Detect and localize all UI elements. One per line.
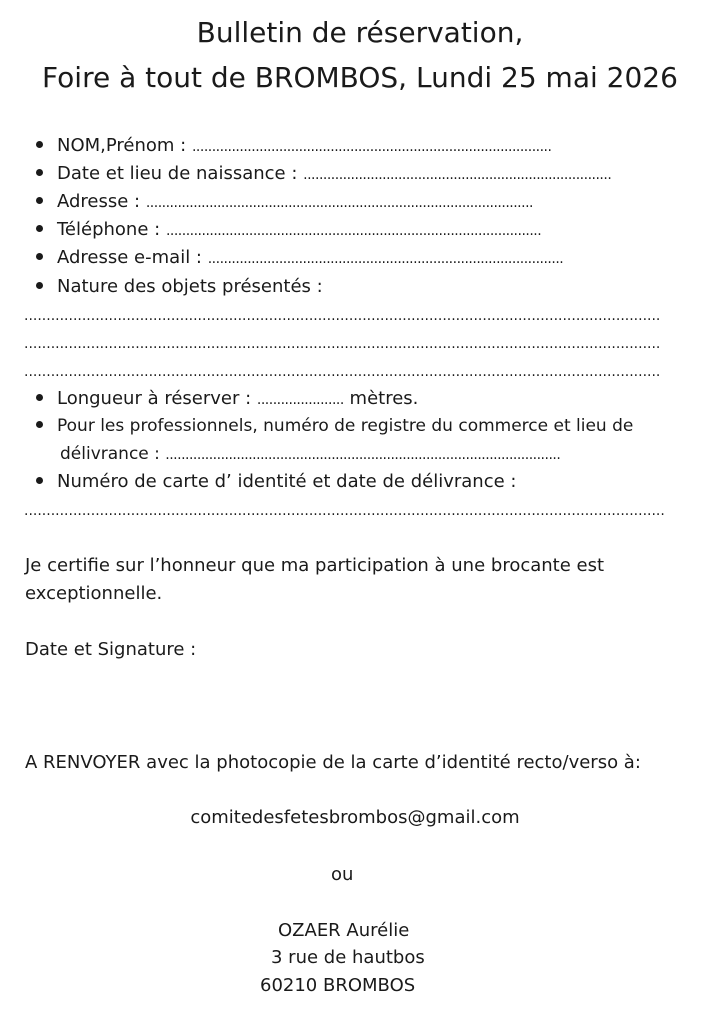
field-objects — [36, 275, 323, 299]
bullet-icon — [36, 141, 43, 148]
signature-label: Date et Signature : — [25, 639, 197, 660]
bullet-icon — [36, 169, 43, 176]
professional-label-line-2: délivrance : — [60, 444, 160, 464]
bullet-icon — [36, 253, 43, 260]
contact-city: 60210 BROMBOS — [260, 975, 416, 996]
contact-street: 3 rue de hautbos — [271, 947, 425, 968]
certification-line-1: Je certifie sur l’honneur que ma participation à une brocante est — [25, 555, 605, 576]
field-professional — [36, 414, 633, 438]
id-card-label: Numéro de carte d’ identité et date de délivrance : — [57, 471, 517, 492]
objects-dotted-line-2: ............................................................................................................................................... — [24, 336, 661, 352]
title-line-2: Foire à tout de BROMBOS, Lundi 25 mai 2026 — [42, 61, 678, 94]
contact-email: comitedesfetesbrombos@gmail.com — [190, 807, 520, 828]
field-phone — [36, 218, 541, 243]
name-dotted-line: ........................................................................................... — [191, 139, 552, 155]
name-label: NOM,Prénom : — [57, 135, 187, 156]
email-dotted-line: .......................................................................................... — [207, 251, 564, 267]
bullet-icon — [36, 477, 43, 484]
phone-label: Téléphone : — [57, 219, 161, 240]
title-line-1: Bulletin de réservation, — [196, 16, 524, 49]
field-email — [36, 246, 563, 271]
length-label: Longueur à réserver : — [57, 388, 252, 409]
objects-dotted-line-3: ............................................................................................................................................... — [24, 364, 661, 380]
length-dotted-line: ...................... — [256, 392, 344, 408]
professional-label-line-1: Pour les professionnels, numéro de registre du commerce et lieu de — [57, 416, 634, 436]
length-unit: mètres. — [349, 388, 419, 409]
birth-label: Date et lieu de naissance : — [57, 163, 298, 184]
or-text: ou — [331, 864, 354, 885]
field-address — [36, 190, 533, 215]
bullet-icon — [36, 197, 43, 204]
return-instruction: A RENVOYER avec la photocopie de la carte d’identité recto/verso à: — [25, 752, 641, 773]
objects-label: Nature des objets présentés : — [57, 276, 323, 297]
objects-dotted-line-1: ............................................................................................................................................... — [24, 308, 661, 324]
email-label: Adresse e-mail : — [57, 247, 202, 268]
birth-dotted-line: .............................................................................. — [303, 167, 612, 183]
field-id-card — [36, 470, 516, 494]
bullet-icon — [36, 225, 43, 232]
bullet-icon — [36, 282, 43, 289]
certification-line-2: exceptionnelle. — [25, 583, 163, 604]
contact-name: OZAER Aurélie — [278, 920, 410, 941]
field-length — [36, 387, 418, 412]
certification-text — [25, 552, 604, 608]
address-label: Adresse : — [57, 191, 141, 212]
address-dotted-line: .................................................................................................. — [145, 195, 533, 211]
bullet-icon — [36, 421, 43, 428]
field-professional-line-2 — [60, 442, 560, 467]
field-birth — [36, 162, 611, 187]
id-card-dotted-line: ................................................................................................................................................ — [24, 503, 665, 519]
field-name — [36, 134, 551, 159]
professional-dotted-line: .................................................................................................... — [165, 447, 561, 463]
bullet-icon — [36, 394, 43, 401]
phone-dotted-line: ............................................................................................... — [165, 223, 542, 239]
